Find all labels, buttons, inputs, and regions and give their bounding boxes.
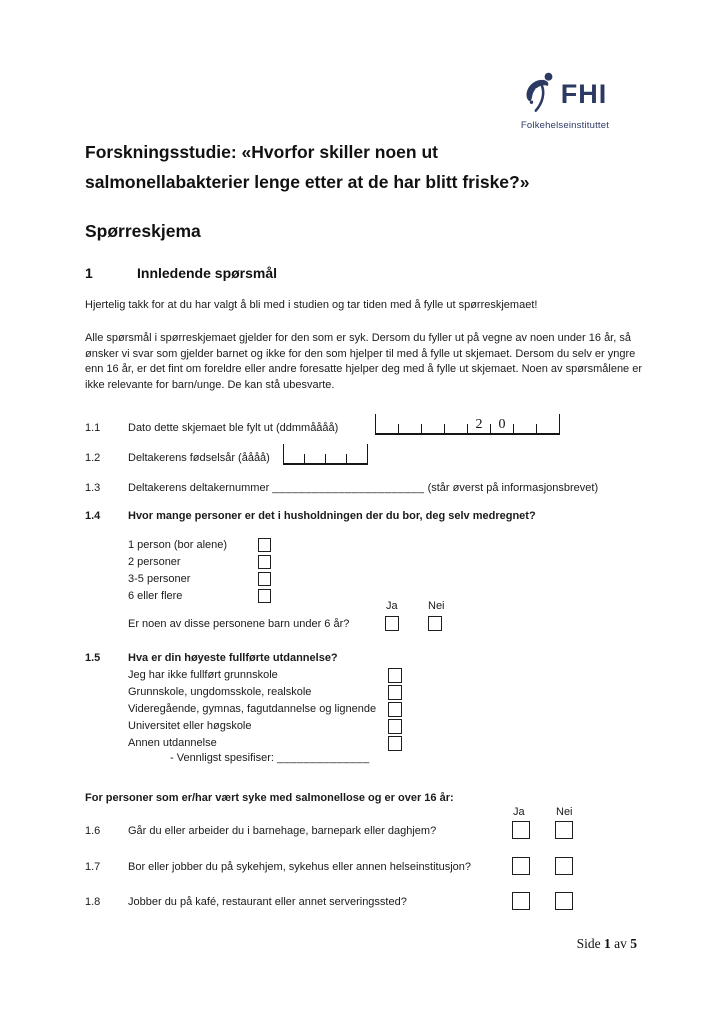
question-1-5 — [85, 652, 637, 664]
yes-column-header: Ja — [386, 600, 398, 612]
children-under-6-yes-checkbox[interactable] — [385, 616, 399, 631]
question-1-7-label: Bor eller jobber du på sykehjem, sykehus eller annen helseinstitusjon? — [128, 861, 472, 873]
option-row — [85, 572, 637, 589]
question-1-3-number: 1.3 — [85, 482, 101, 494]
year-cell[interactable] — [283, 444, 304, 463]
no-column-header-2: Nei — [556, 806, 573, 818]
participant-number-field[interactable]: _______________________ — [272, 482, 425, 494]
household-6plus-checkbox[interactable] — [258, 589, 271, 603]
q1-6-no-checkbox[interactable] — [555, 821, 573, 839]
year-cell[interactable] — [325, 454, 346, 463]
option-row — [85, 736, 637, 753]
specify-label: - Vennligst spesifiser: — [170, 752, 274, 764]
question-1-1-label: Dato dette skjemaet ble fylt ut (ddmmåååå) — [128, 422, 339, 434]
date-cell[interactable] — [375, 414, 398, 433]
question-1-8-number: 1.8 — [85, 896, 101, 908]
specify-field[interactable]: ______________ — [277, 752, 370, 764]
date-cell[interactable] — [421, 424, 444, 433]
year-cell[interactable] — [304, 454, 325, 463]
date-comb-field[interactable] — [375, 414, 560, 435]
question-1-5-options — [85, 668, 637, 753]
option-label: Videregående, gymnas, fagutdannelse og lignende — [128, 703, 377, 715]
footer-prefix: Side — [576, 936, 601, 951]
education-universitet-checkbox[interactable] — [388, 719, 402, 734]
date-cell[interactable] — [398, 424, 421, 433]
question-1-3 — [85, 482, 637, 494]
education-videregaende-checkbox[interactable] — [388, 702, 402, 717]
intro-paragraph-2: Alle spørsmål i spørreskjemaet gjelder for den som er syk. Dersom du fyller ut på vegne av noen under 16 år, så ønsker vi svar som gjelder barnet og ikke for den som hjelper til med å fylle ut skjemaet. Dersom du selv er yngre enn 16 år, er det fint om foreldre eller andre foresatte hjelper deg med å fylle ut skjemaet. Noen av spørsmålene er ikke relevante for barn/unge. De kan stå ubesvarte. — [85, 332, 643, 391]
household-1-checkbox[interactable] — [258, 538, 271, 552]
household-3-5-checkbox[interactable] — [258, 572, 271, 586]
question-1-2-number: 1.2 — [85, 452, 101, 464]
fhi-logo-subtitle: Folkehelseinstituttet — [520, 120, 610, 131]
date-cell[interactable] — [444, 424, 467, 433]
date-cell[interactable] — [513, 424, 536, 433]
option-label: 2 personer — [128, 556, 181, 568]
question-1-2-label: Deltakerens fødselsår (åååå) — [128, 452, 270, 464]
question-1-8-label: Jobber du på kafé, restaurant eller annet serveringssted? — [128, 896, 407, 908]
date-cell[interactable]: 0 — [490, 424, 513, 433]
question-1-4 — [85, 510, 637, 522]
footer-total-pages: 5 — [630, 936, 637, 951]
option-row — [85, 589, 637, 606]
q1-7-yes-checkbox[interactable] — [512, 857, 530, 875]
option-row — [85, 538, 637, 555]
option-label: Grunnskole, ungdomsskole, realskole — [128, 686, 312, 698]
q1-8-yes-checkbox[interactable] — [512, 892, 530, 910]
education-annen-checkbox[interactable] — [388, 736, 402, 751]
section-number: 1 — [85, 265, 93, 281]
section-heading — [85, 265, 277, 281]
option-label: 3-5 personer — [128, 573, 191, 585]
question-1-6-label: Går du eller arbeider du i barnehage, barnepark eller daghjem? — [128, 825, 437, 837]
question-1-1-number: 1.1 — [85, 422, 101, 434]
option-label: Universitet eller høgskole — [128, 720, 252, 732]
question-1-5-number: 1.5 — [85, 652, 101, 664]
no-column-header: Nei — [428, 600, 445, 612]
q1-6-yes-checkbox[interactable] — [512, 821, 530, 839]
date-cell[interactable]: 2 — [467, 424, 490, 433]
question-1-4-options — [85, 538, 637, 606]
year-cell[interactable] — [346, 454, 367, 463]
option-label: 6 eller flere — [128, 590, 183, 602]
question-1-4-number: 1.4 — [85, 510, 101, 522]
question-1-6-number: 1.6 — [85, 825, 101, 837]
option-label: 1 person (bor alene) — [128, 539, 228, 551]
education-none-checkbox[interactable] — [388, 668, 402, 683]
question-1-4-label: Hvor mange personer er det i husholdningen der du bor, deg selv medregnet? — [128, 510, 536, 522]
intro-paragraph-1: Hjertelig takk for at du har valgt å bli med i studien og tar tiden med å fylle ut spørreskjemaet! — [85, 299, 538, 311]
date-cell[interactable] — [536, 424, 559, 433]
household-2-checkbox[interactable] — [258, 555, 271, 569]
question-1-8 — [85, 896, 637, 908]
question-1-3-label: Deltakerens deltakernummer — [128, 482, 270, 494]
option-row — [85, 668, 637, 685]
fhi-logo-mark-icon — [523, 70, 557, 119]
question-1-7-number: 1.7 — [85, 861, 101, 873]
option-row — [85, 555, 637, 572]
option-row — [85, 702, 637, 719]
children-under-6-no-checkbox[interactable] — [428, 616, 442, 631]
footer-middle: av — [614, 936, 627, 951]
education-grunnskole-checkbox[interactable] — [388, 685, 402, 700]
comb-edge — [367, 444, 368, 463]
question-1-4-sub — [85, 618, 637, 630]
q1-7-no-checkbox[interactable] — [555, 857, 573, 875]
question-1-3-suffix: (står øverst på informasjonsbrevet) — [427, 482, 599, 494]
section-title: Innledende spørsmål — [137, 265, 278, 281]
fhi-logo — [497, 70, 633, 131]
footer-page-number: 1 — [604, 936, 611, 951]
page-footer — [85, 936, 637, 952]
question-1-7 — [85, 861, 637, 873]
option-label: Jeg har ikke fullført grunnskole — [128, 669, 278, 681]
fhi-logo-text: FHI — [560, 79, 608, 109]
question-1-6 — [85, 825, 637, 837]
over16-heading: For personer som er/har vært syke med salmonellose og er over 16 år: — [85, 792, 454, 804]
birthyear-comb-field[interactable] — [283, 444, 368, 465]
comb-edge — [559, 414, 560, 433]
q1-8-no-checkbox[interactable] — [555, 892, 573, 910]
sub-question-label: Er noen av disse personene barn under 6 år? — [128, 618, 350, 630]
specify-row — [85, 752, 637, 764]
option-row — [85, 719, 637, 736]
option-label: Annen utdannelse — [128, 737, 217, 749]
question-1-5-label: Hva er din høyeste fullførte utdannelse? — [128, 652, 338, 664]
yes-column-header-2: Ja — [513, 806, 525, 818]
study-title: Forskningsstudie: «Hvorfor skiller noen ut salmonellabakterier lenge etter at de har blitt friske?» — [85, 142, 530, 192]
option-row — [85, 685, 637, 702]
doc-subtitle: Spørreskjema — [85, 221, 201, 241]
